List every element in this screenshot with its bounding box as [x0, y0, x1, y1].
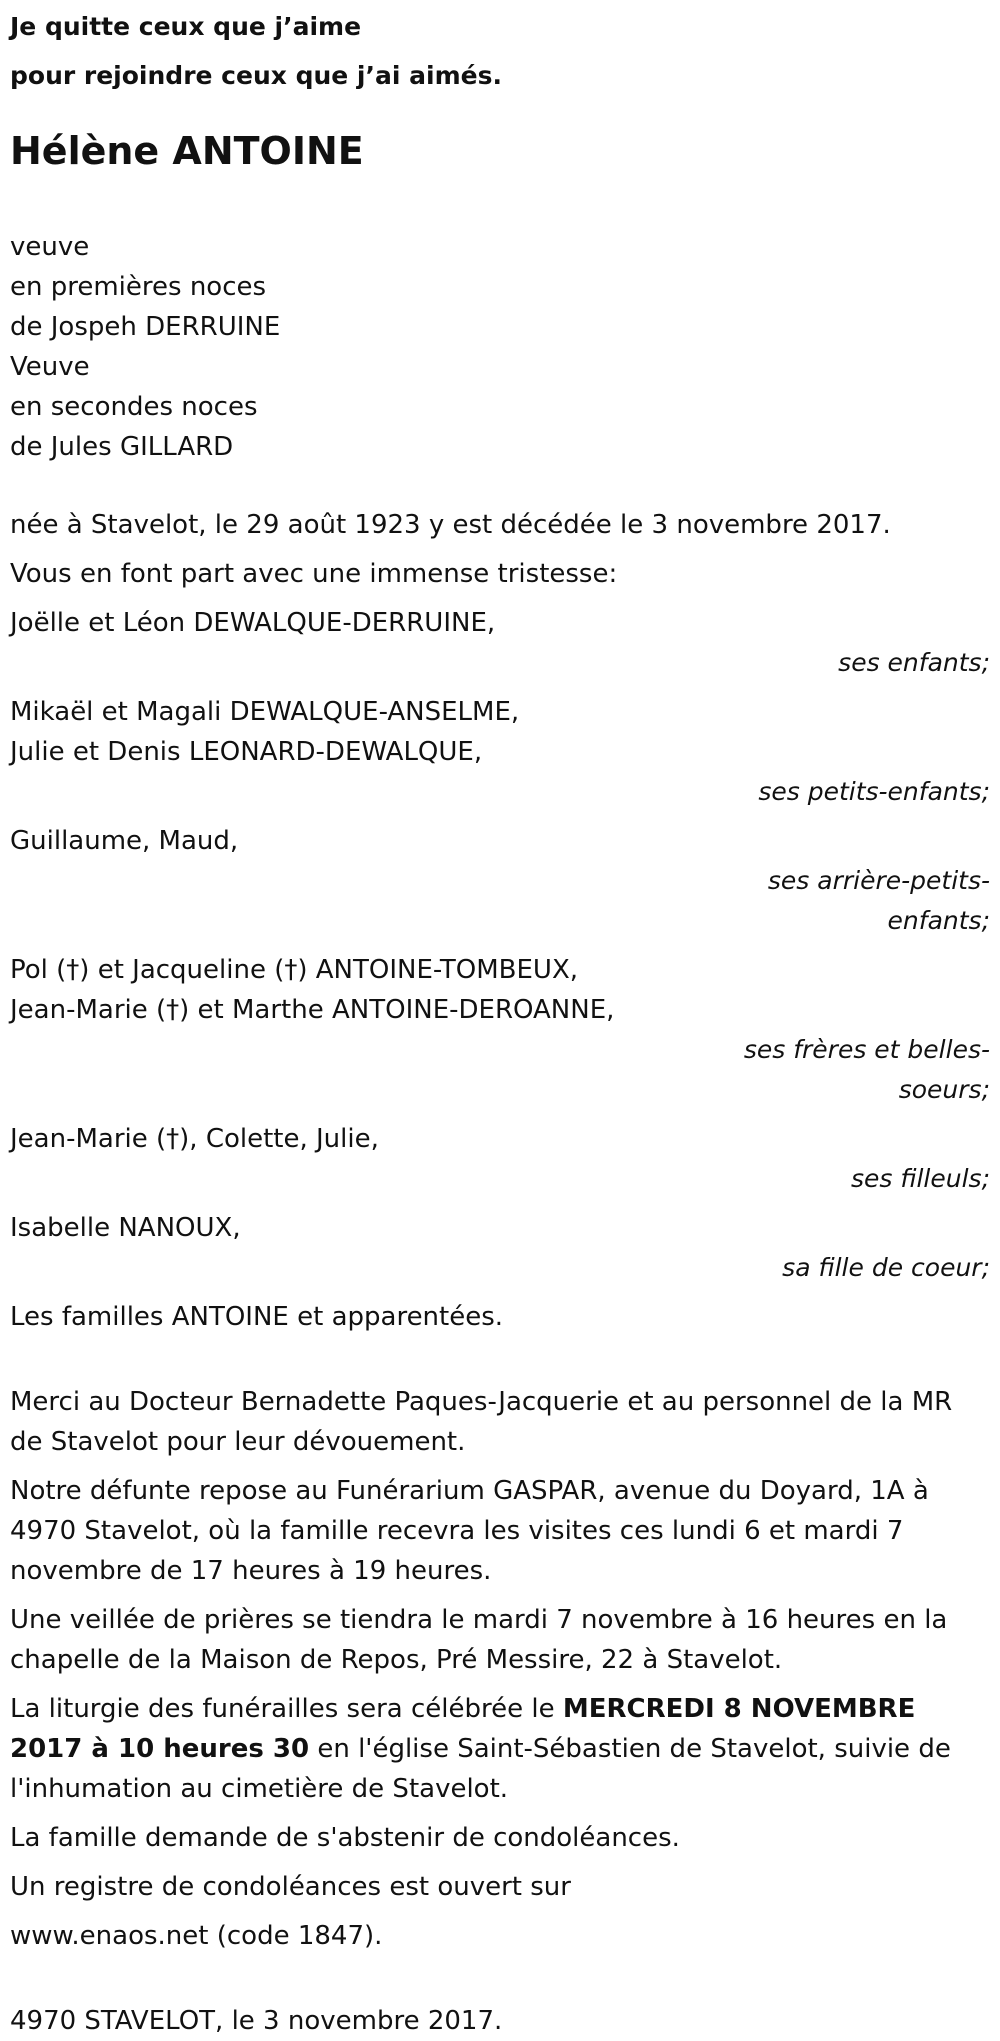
widowhood-block: [10, 227, 990, 467]
vigil-paragraph: Une veillée de prières se tiendra le mardi 7 novembre à 16 heures en la chapelle de la Maison de Repos, Pré Messire, 22 à Stavelot.: [10, 1605, 948, 1675]
family-names: Jean-Marie (†) et Marthe ANTOINE-DEROANNE,: [10, 995, 615, 1025]
registry-website: www.enaos.net (code 1847).: [10, 1921, 383, 1951]
family-names: Jean-Marie (†), Colette, Julie,: [10, 1124, 379, 1154]
family-group: [10, 950, 990, 1110]
widowhood-line: Veuve: [10, 352, 90, 382]
family-relation: ses enfants;: [838, 648, 990, 677]
deceased-name: Hélène ANTOINE: [10, 129, 364, 173]
family-relation: ses arrière-petits-enfants;: [767, 866, 990, 935]
family-group: [10, 1119, 990, 1199]
thanks-paragraph: Merci au Docteur Bernadette Paques-Jacquerie et au personnel de la MR de Stavelot pour leur dévouement.: [10, 1387, 953, 1457]
family-group: [10, 692, 990, 812]
family-names: Isabelle NANOUX,: [10, 1213, 241, 1243]
widowhood-line: de Jules GILLARD: [10, 432, 234, 462]
widowhood-line: en secondes noces: [10, 392, 258, 422]
families-line: Les familles ANTOINE et apparentées.: [10, 1302, 504, 1332]
family-relation: ses filleuls;: [850, 1164, 990, 1193]
family-relation: ses petits-enfants;: [758, 777, 990, 806]
family-list: [10, 603, 990, 1288]
family-names: Mikaël et Magali DEWALQUE-ANSELME,: [10, 697, 520, 727]
family-group: [10, 603, 990, 683]
registry-line: Un registre de condoléances est ouvert sur: [10, 1872, 571, 1902]
family-names: Guillaume, Maud,: [10, 826, 239, 856]
family-names: Joëlle et Léon DEWALQUE-DERRUINE,: [10, 608, 496, 638]
epitaph-line-2: pour rejoindre ceux que j’ai aimés.: [10, 61, 502, 90]
epitaph-line-1: Je quitte ceux que j’aime: [10, 12, 362, 41]
family-names: Julie et Denis LEONARD-DEWALQUE,: [10, 737, 483, 767]
funeral-text-before: La liturgie des funérailles sera célébrée le: [10, 1694, 563, 1724]
family-relation: ses frères et belles-soeurs;: [743, 1035, 990, 1104]
announcement-intro: Vous en font part avec une immense tristesse:: [10, 559, 618, 589]
rest-place-paragraph: Notre défunte repose au Funérarium GASPAR, avenue du Doyard, 1A à 4970 Stavelot, où la famille recevra les visites ces lundi 6 et mardi 7 novembre de 17 heures à 19 heures.: [10, 1476, 929, 1586]
family-relation: sa fille de coeur;: [782, 1253, 990, 1282]
birth-death-line: née à Stavelot, le 29 août 1923 y est décédée le 3 novembre 2017.: [10, 510, 891, 540]
closing-place-date: 4970 STAVELOT, le 3 novembre 2017.: [10, 2006, 503, 2036]
widowhood-line: en premières noces: [10, 272, 267, 302]
widowhood-line: veuve: [10, 232, 90, 262]
epitaph-quote: [10, 2, 990, 100]
family-names: Pol (†) et Jacqueline (†) ANTOINE-TOMBEUX,: [10, 955, 579, 985]
widowhood-line: de Jospeh DERRUINE: [10, 312, 281, 342]
condolences-request: La famille demande de s'abstenir de condoléances.: [10, 1823, 680, 1853]
funeral-paragraph: [10, 1689, 990, 1809]
funeral-text-after: en l'église Saint-Sébastien de Stavelot, suivie de l'inhumation au cimetière de Stavelot.: [10, 1734, 951, 1804]
funeral-date-time: MERCREDI 8 NOVEMBRE 2017 à 10 heures 30: [10, 1694, 916, 1764]
family-group: [10, 821, 990, 941]
family-group: [10, 1208, 990, 1288]
obituary-content: [10, 0, 990, 2041]
